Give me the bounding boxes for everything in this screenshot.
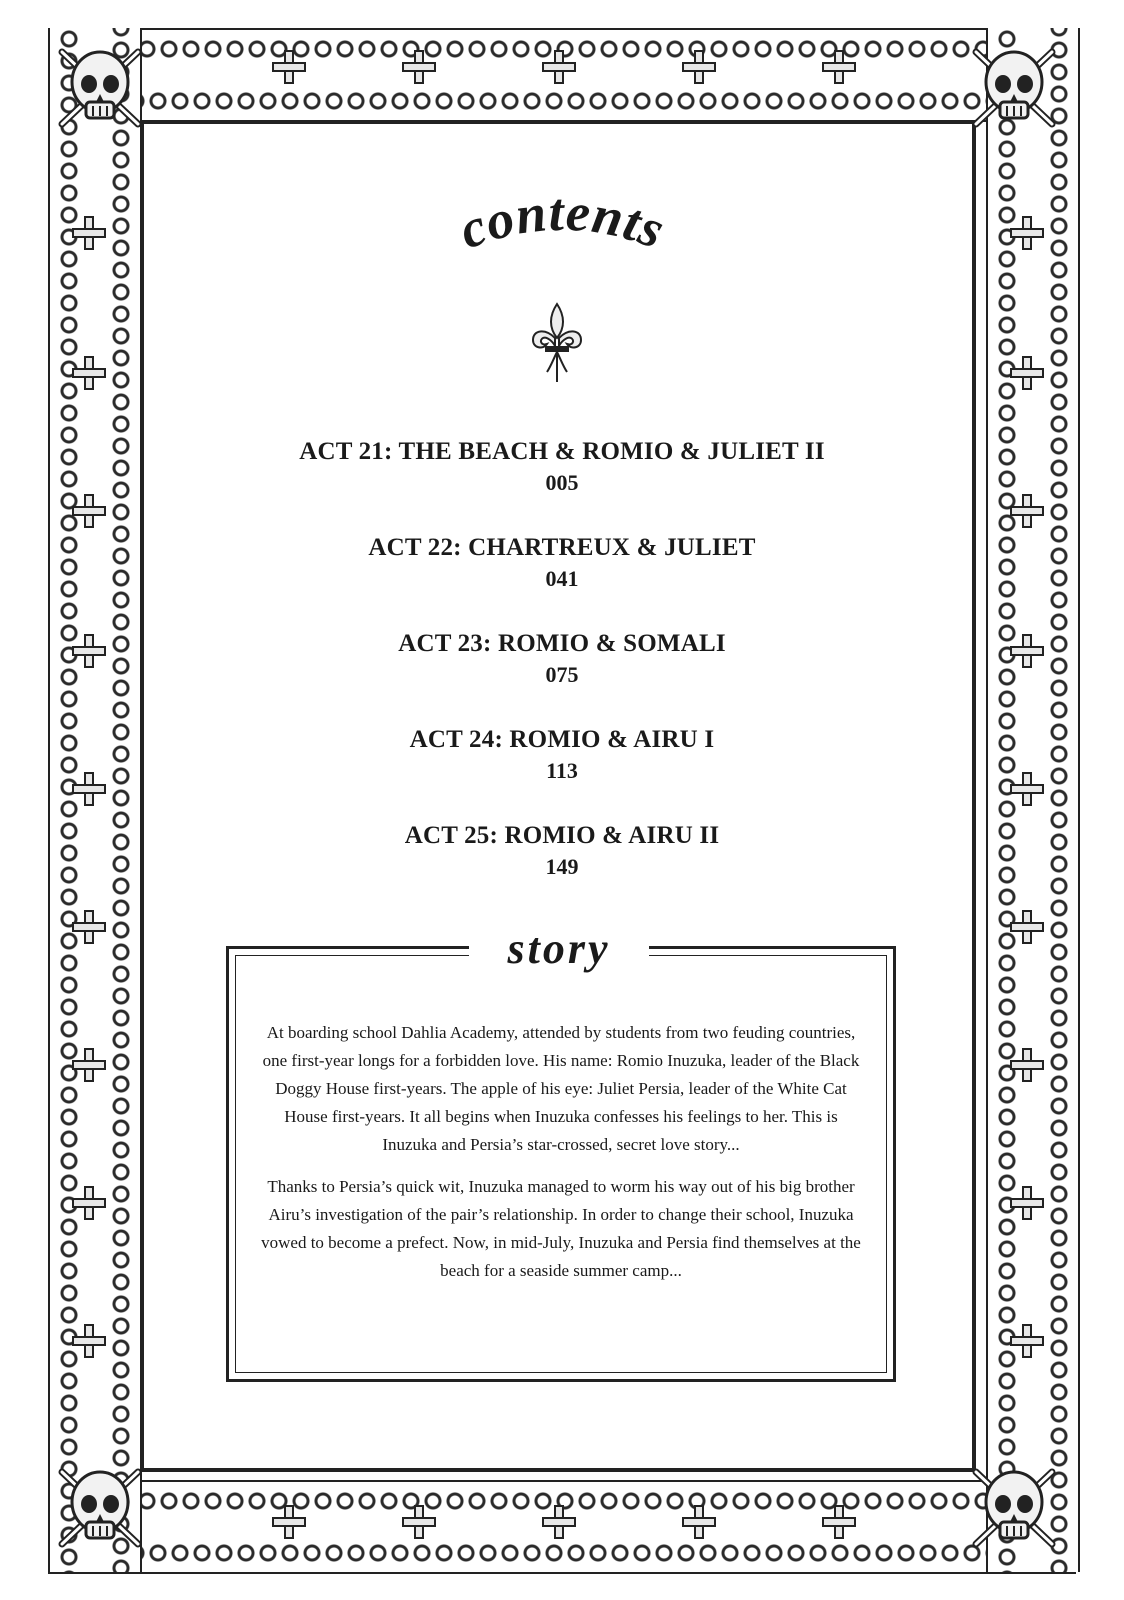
cross-icon [272, 1505, 306, 1539]
fleur-de-lis-icon [527, 302, 587, 384]
cross-icon [1010, 634, 1044, 668]
cross-icon [72, 1186, 106, 1220]
toc-entry-page: 075 [545, 662, 579, 687]
cross-icon [1010, 1048, 1044, 1082]
cross-icon [402, 50, 436, 84]
cross-icon [1010, 356, 1044, 390]
cross-icon [402, 1505, 436, 1539]
contents-heading [380, 180, 744, 290]
cross-icon [72, 356, 106, 390]
cross-icon [1010, 910, 1044, 944]
cross-icon [822, 50, 856, 84]
cross-icon [72, 772, 106, 806]
story-text [259, 1019, 863, 1299]
contents-heading-text: contents [451, 181, 673, 261]
cross-icon [1010, 1324, 1044, 1358]
cross-icon [72, 216, 106, 250]
cross-icon [1010, 772, 1044, 806]
cross-icon [1010, 494, 1044, 528]
toc-entry-page: 005 [545, 470, 579, 495]
cross-icon [72, 634, 106, 668]
cross-icon [682, 50, 716, 84]
cross-icon [1010, 216, 1044, 250]
cross-icon [542, 1505, 576, 1539]
cross-icon [1010, 1186, 1044, 1220]
toc-entry-title: ACT 25: ROMIO & AIRU II [404, 822, 720, 849]
cross-icon [72, 1048, 106, 1082]
cross-icon [682, 1505, 716, 1539]
skull-crossbones-icon [52, 1460, 148, 1556]
svg-text:contents [451, 182, 673, 261]
cross-icon [542, 50, 576, 84]
toc-entry-title: ACT 24: ROMIO & AIRU I [409, 726, 715, 753]
table-of-contents [200, 436, 924, 916]
toc-entry-title: ACT 21: THE BEACH & ROMIO & JULIET II [299, 438, 825, 465]
toc-entry-page: 149 [545, 854, 579, 879]
story-paragraph: Thanks to Persia’s quick wit, Inuzuka managed to worm his way out of his big brother Airu’s investigation of the pair’s relationship. In order to change their school, Inuzuka vowed to become a prefect. Now, in mid-July, Inuzuka and Persia find themselves at the beach for a seaside summer camp... [261, 1177, 861, 1280]
story-paragraph: At boarding school Dahlia Academy, attended by students from two feuding countries, one first-year longs for a forbidden love. His name: Romio Inuzuka, leader of the Black Doggy House first-years. The apple of his eye: Juliet Persia, leader of the White Cat House first-years. It all begins when Inuzuka confesses his feelings to her. This is Inuzuka and Persia’s star-crossed, secret love story... [262, 1023, 860, 1154]
cross-icon [72, 910, 106, 944]
story-box [226, 924, 896, 1382]
toc-entry [200, 820, 924, 916]
toc-entry [200, 724, 924, 820]
skull-crossbones-icon [966, 40, 1062, 136]
story-heading-text: story [507, 924, 611, 973]
toc-entry [200, 436, 924, 532]
cross-icon [72, 1324, 106, 1358]
toc-entry [200, 532, 924, 628]
toc-entry-title: ACT 22: CHARTREUX & JULIET [368, 534, 756, 561]
toc-entry [200, 628, 924, 724]
toc-entry-title: ACT 23: ROMIO & SOMALI [398, 630, 726, 657]
cross-icon [272, 50, 306, 84]
skull-crossbones-icon [966, 1460, 1062, 1556]
cross-icon [72, 494, 106, 528]
cross-icon [822, 1505, 856, 1539]
story-heading [469, 919, 649, 981]
toc-entry-page: 041 [545, 566, 579, 591]
skull-crossbones-icon [52, 40, 148, 136]
toc-entry-page: 113 [546, 758, 578, 783]
